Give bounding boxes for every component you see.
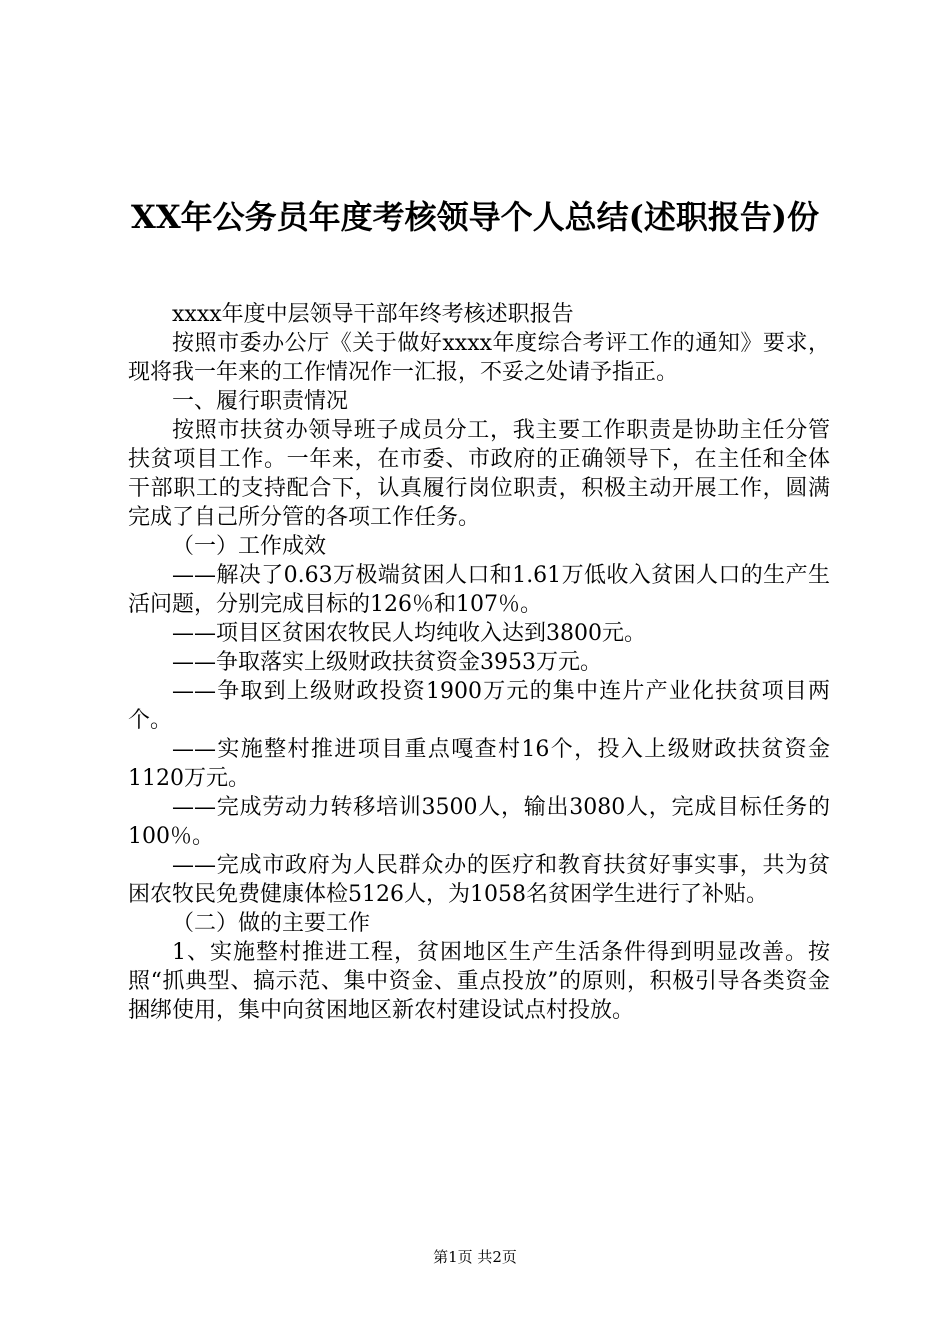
paragraph-subtitle: xxxx年度中层领导干部年终考核述职报告 xyxy=(172,302,574,327)
document-title: XX年公务员年度考核领导个人总结(述职报告)份 xyxy=(131,198,819,236)
result-item: ——完成市政府为人民群众办的医疗和教育扶贫好事实事，共为贫困农牧民免费健康体检5126人，为1058名贫困学生进行了补贴。 xyxy=(128,853,830,907)
result-item: ——解决了0.63万极端贫困人口和1.61万低收入贫困人口的生产生活问题，分别完成目标的126％和107％。 xyxy=(128,563,830,617)
result-item: ——争取落实上级财政扶贫资金3953万元。 xyxy=(172,650,602,675)
paragraph-duties: 按照市扶贫办领导班子成员分工，我主要工作职责是协助主任分管扶贫项目工作。一年来，在市委、市政府的正确领导下，在主任和全体干部职工的支持配合下，认真履行岗位职责，积极主动开展工作，圆满完成了自己所分管的各项工作任务。 xyxy=(128,418,830,530)
subsection-heading-1: （一）工作成效 xyxy=(172,534,327,559)
paragraph-main-work-1: 1、实施整村推进工程，贫困地区生产生活条件得到明显改善。按照“抓典型、搞示范、集中资金、重点投放”的原则，积极引导各类资金捆绑使用，集中向贫困地区新农村建设试点村投放。 xyxy=(128,940,830,1023)
page-footer: 第1页 共2页 xyxy=(433,1248,517,1266)
result-item: ——实施整村推进项目重点嘎查村16个，投入上级财政扶贫资金1120万元。 xyxy=(128,737,830,791)
result-item: ——争取到上级财政投资1900万元的集中连片产业化扶贫项目两个。 xyxy=(128,679,830,733)
section-heading-1: 一、履行职责情况 xyxy=(172,389,349,414)
result-item: ——完成劳动力转移培训3500人，输出3080人，完成目标任务的100％。 xyxy=(128,795,830,849)
document-body xyxy=(128,300,830,1025)
paragraph-intro: 按照市委办公厅《关于做好xxxx年度综合考评工作的通知》要求，现将我一年来的工作情况作一汇报，不妥之处请予指正。 xyxy=(128,331,830,385)
result-item: ——项目区贫困农牧民人均纯收入达到3800元。 xyxy=(172,621,646,646)
subsection-heading-2: （二）做的主要工作 xyxy=(172,911,371,936)
